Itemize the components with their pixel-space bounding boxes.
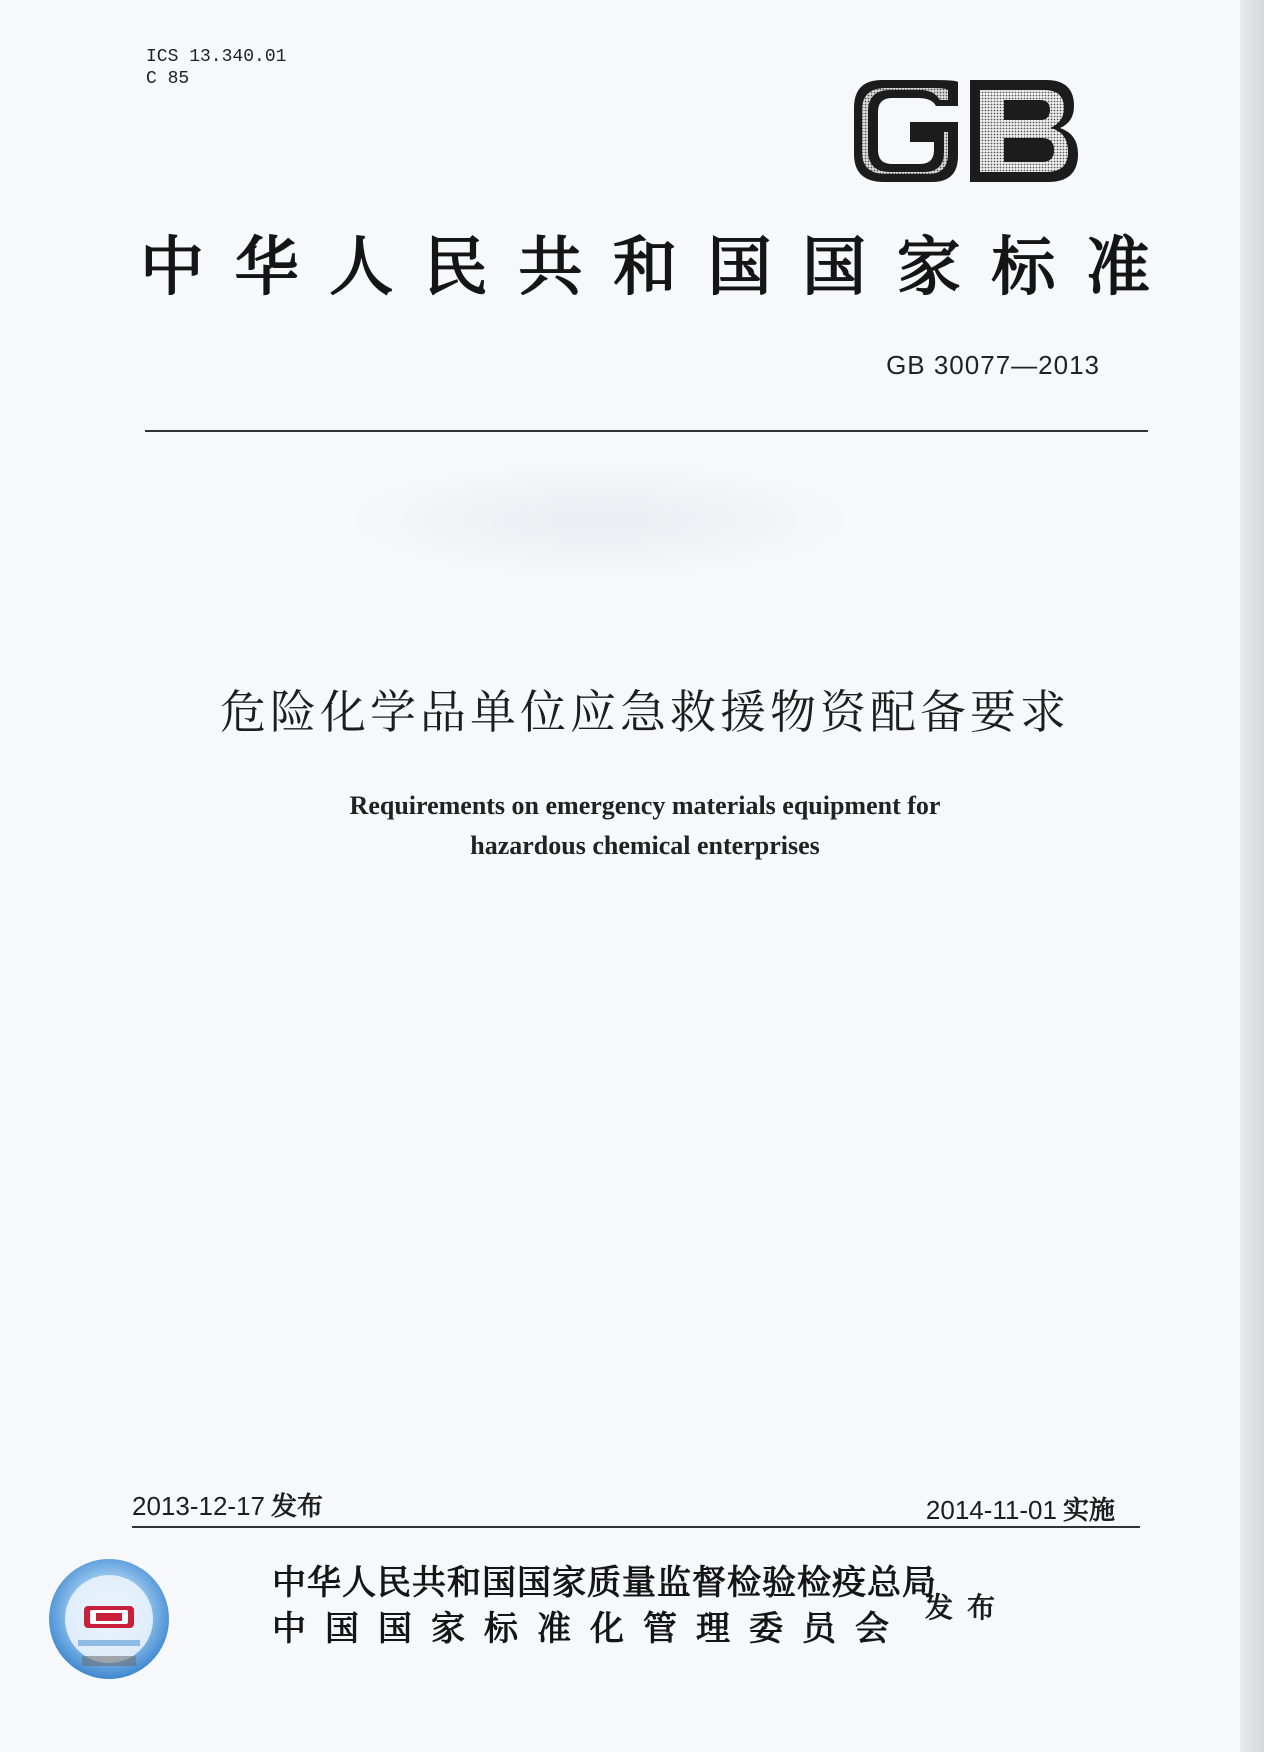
title-char: 华 <box>234 230 299 305</box>
issue-date-value: 2013-12-17 <box>132 1491 265 1521</box>
title-char: 国 <box>707 230 772 305</box>
implementation-date-suffix: 实施 <box>1062 1496 1115 1526</box>
gb-logo-icon <box>840 70 1085 192</box>
title-char: 家 <box>896 230 961 305</box>
title-char: 人 <box>329 230 394 305</box>
issue-date-suffix: 发布 <box>271 1492 324 1522</box>
title-char: 民 <box>423 230 488 305</box>
publisher-line2: 中国国家标准化管理委员会 <box>272 1609 908 1649</box>
title-char: 标 <box>991 230 1056 305</box>
document-title-en <box>0 786 1264 866</box>
title-char: 中 <box>140 230 204 305</box>
implementation-date <box>926 1490 1115 1527</box>
publish-label: 发布 <box>925 1591 1010 1624</box>
document-title-cn: 危险化学品单位应急救援物资配备要求 <box>220 685 1070 739</box>
ics-code: ICS 13.340.01 <box>146 47 287 67</box>
standard-type-title <box>140 228 1150 308</box>
page-edge <box>1240 0 1264 1752</box>
publisher-line1: 中华人民共和国国家质量监督检验检疫总局 <box>272 1563 937 1603</box>
ccs-code: C 85 <box>146 69 190 89</box>
header-divider <box>145 430 1148 432</box>
scan-artifact <box>340 460 860 580</box>
document-title-en-line1: Requirements on emergency materials equipment for <box>349 791 941 820</box>
implementation-date-value: 2014-11-01 <box>925 1495 1057 1525</box>
classification-codes <box>146 46 286 90</box>
issue-date <box>132 1486 323 1523</box>
title-char: 准 <box>1085 230 1150 305</box>
standard-number: GB 30077—2013 <box>886 350 1100 380</box>
document-title-en-line2: hazardous chemical enterprises <box>470 831 820 860</box>
publisher-block <box>272 1560 937 1652</box>
title-char: 和 <box>612 230 677 305</box>
footer-divider <box>132 1526 1140 1528</box>
title-char: 共 <box>518 230 583 305</box>
title-char: 国 <box>802 230 867 305</box>
anti-counterfeit-seal-icon <box>46 1556 172 1682</box>
